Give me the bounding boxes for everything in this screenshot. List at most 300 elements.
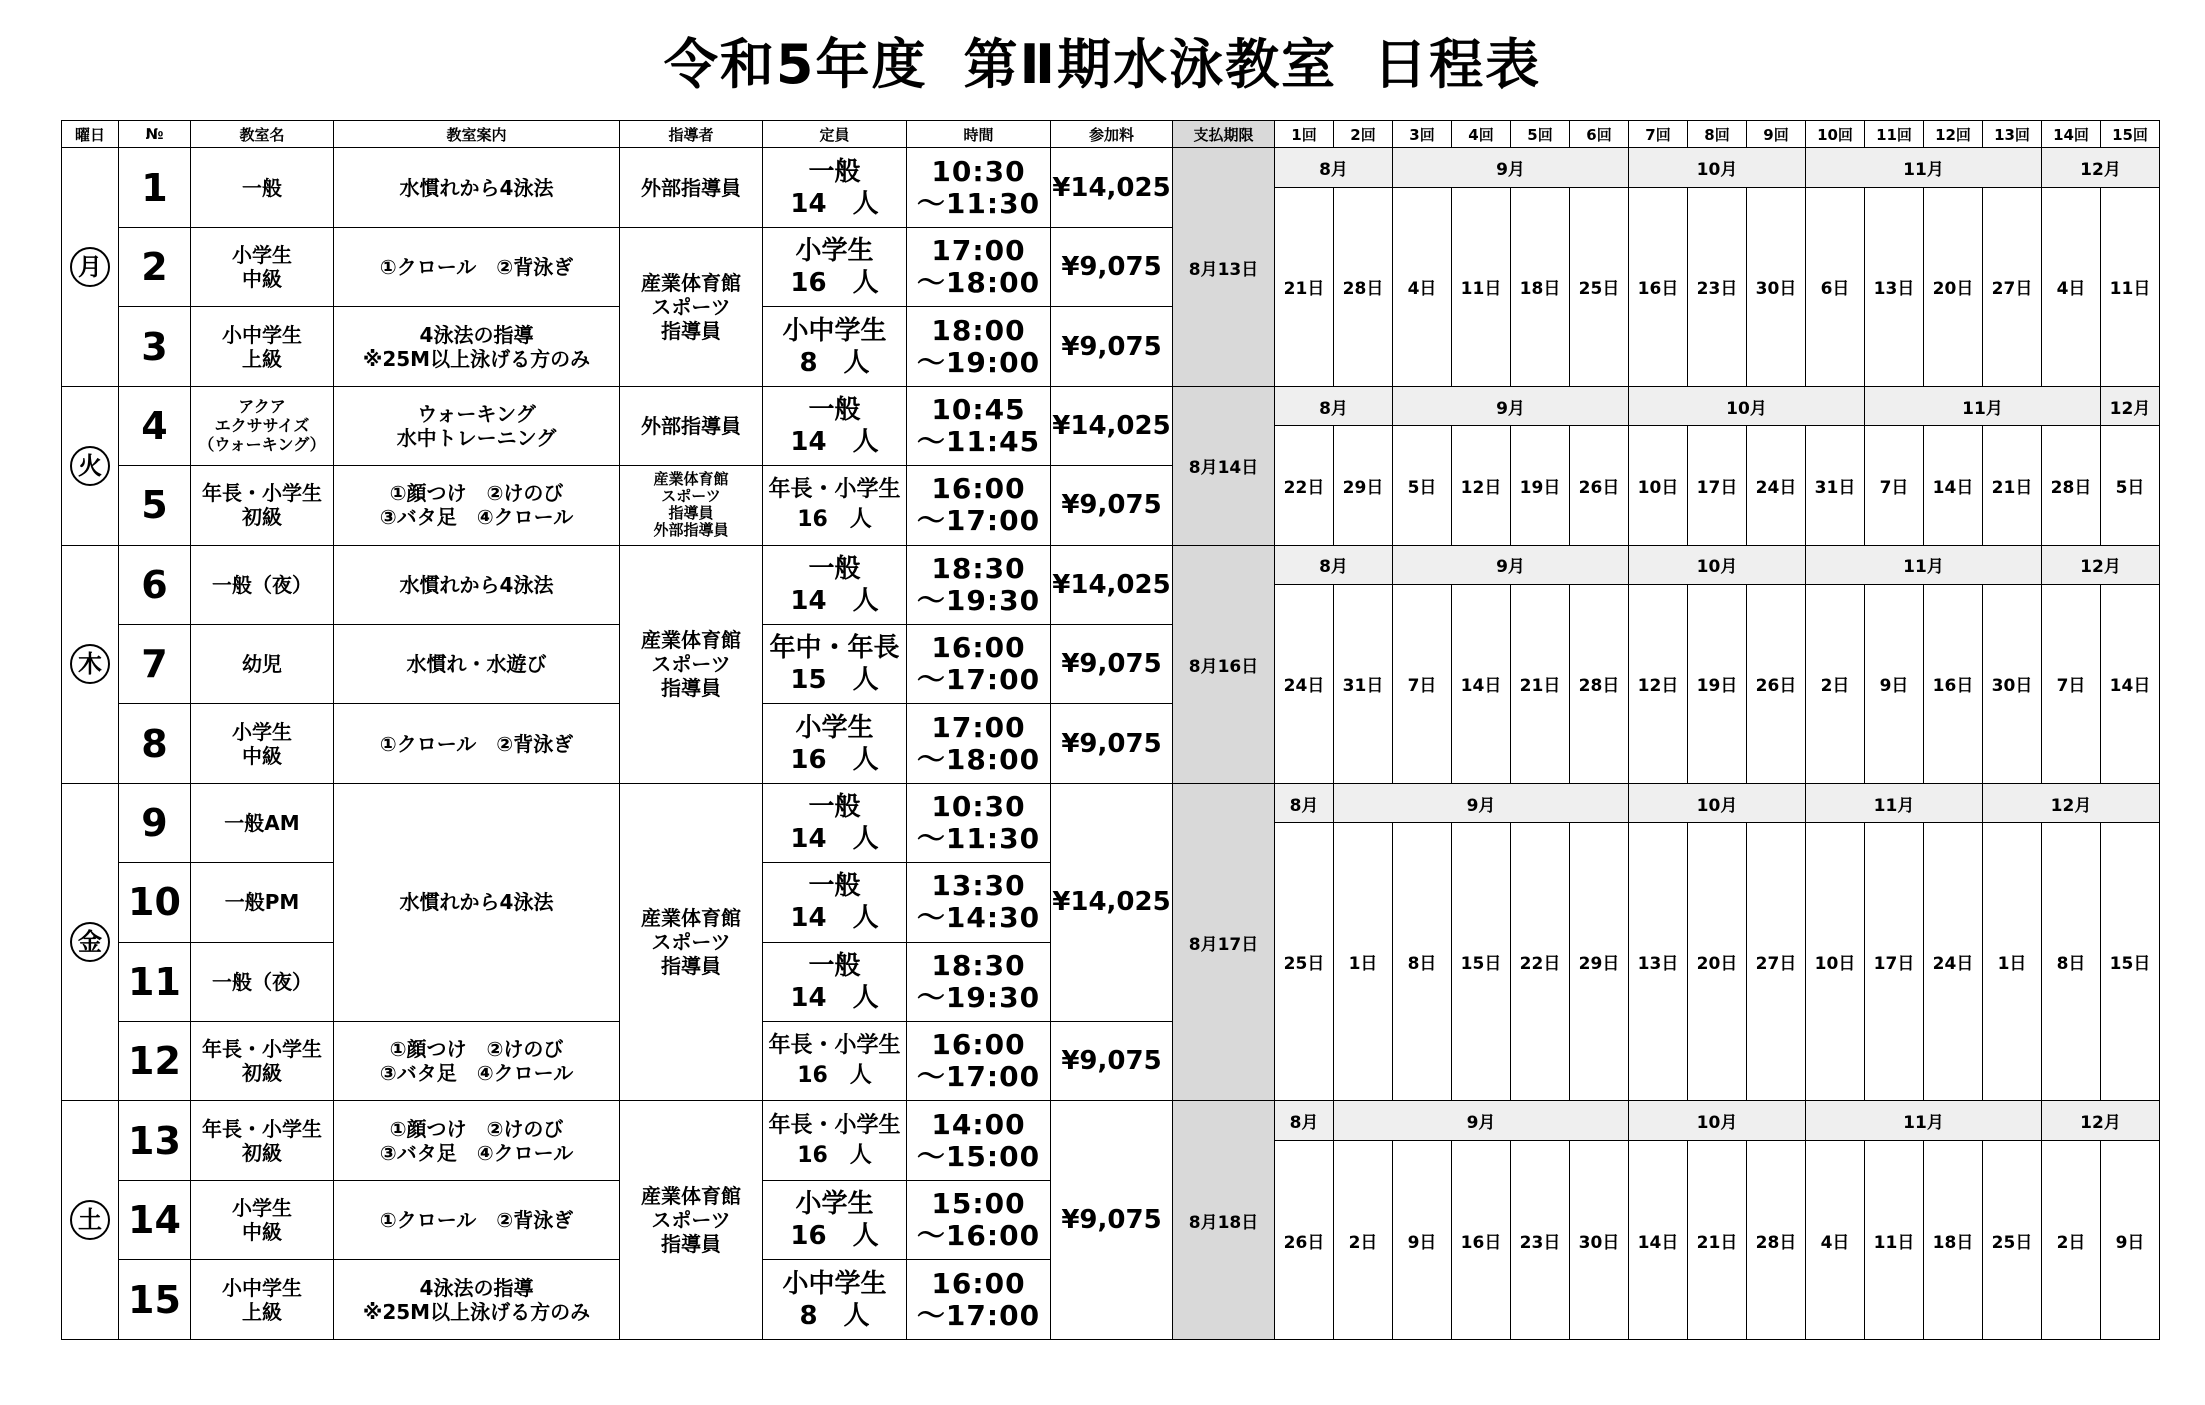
class-name: 一般（夜） (191, 545, 334, 624)
instructor-line: 産業体育館 (653, 470, 729, 489)
capacity-cell (763, 545, 907, 624)
instructor-line: スポーツ (651, 1208, 731, 1233)
day-label-mon: 月 (70, 247, 110, 287)
class-desc-line: ①顔つけ ②けのび (389, 1116, 564, 1141)
class-name-line: 上級 (242, 1299, 282, 1324)
capacity-cell (763, 307, 907, 386)
class-no: 14 (119, 1180, 191, 1259)
payment-deadline-thu: 8月16日 (1173, 545, 1275, 783)
instructor-cell (620, 466, 763, 545)
time-start: 14:00 (931, 1107, 1026, 1141)
session-date: 8日 (2042, 823, 2101, 1101)
class-desc: ①クロール ②背泳ぎ (334, 1180, 620, 1259)
time-start: 10:45 (931, 392, 1026, 426)
time-start: 16:00 (931, 472, 1026, 506)
session-date: 28日 (2042, 426, 2101, 545)
class-name-line: 小学生 (232, 243, 292, 268)
class-name (191, 466, 334, 545)
day-label-thu: 木 (70, 644, 110, 684)
time-end: ～18:00 (916, 742, 1041, 776)
capacity-cell (763, 1260, 907, 1340)
session-date: 6日 (1806, 188, 1865, 387)
session-date: 10日 (1806, 823, 1865, 1101)
class-name-line: 初級 (242, 505, 282, 530)
capacity-count: 8 人 (799, 1300, 870, 1331)
fee-cell: ¥9,075 (1051, 466, 1173, 545)
table-row (62, 386, 2160, 426)
session-date: 18日 (1511, 188, 1570, 387)
fee-cell: ¥14,025 (1051, 148, 1173, 227)
class-no: 2 (119, 227, 191, 306)
session-date: 2日 (1334, 1141, 1393, 1340)
session-date: 5日 (1393, 426, 1452, 545)
class-desc-line: 4泳法の指導 (419, 322, 534, 347)
class-name: 一般PM (191, 863, 334, 942)
session-date: 13日 (1865, 188, 1924, 387)
day-cell-thu (62, 545, 119, 783)
month-label: 10月 (1629, 1101, 1806, 1141)
capacity-count: 16 人 (797, 1063, 872, 1089)
header-instructor: 指導者 (620, 121, 763, 148)
session-date: 30日 (1983, 585, 2042, 784)
class-desc (334, 386, 620, 465)
session-date: 25日 (1570, 188, 1629, 387)
class-desc (334, 1101, 620, 1180)
month-label: 8月 (1275, 148, 1393, 188)
capacity-count: 14 人 (790, 188, 879, 219)
session-date: 13日 (1629, 823, 1688, 1101)
class-no: 4 (119, 386, 191, 465)
table-row (62, 545, 2160, 585)
payment-deadline-sat: 8月18日 (1173, 1101, 1275, 1340)
time-start: 16:00 (931, 631, 1026, 665)
class-name (191, 227, 334, 306)
instructor-line: 指導員 (661, 954, 721, 979)
session-date: 27日 (1983, 188, 2042, 387)
month-label: 12月 (2101, 386, 2160, 426)
session-date: 11日 (2101, 188, 2160, 387)
capacity-group: 一般 (808, 791, 861, 822)
instructor-line: 指導員 (668, 504, 714, 523)
time-end: ～11:30 (916, 186, 1041, 220)
header-session: 3回 (1393, 121, 1452, 148)
capacity-count: 16 人 (797, 1142, 872, 1168)
header-time: 時間 (907, 121, 1051, 148)
session-date: 19日 (1511, 426, 1570, 545)
class-no: 5 (119, 466, 191, 545)
instructor-cell (620, 227, 763, 386)
payment-deadline-tue: 8月14日 (1173, 386, 1275, 545)
day-label-tue: 火 (70, 446, 110, 486)
capacity-cell (763, 1180, 907, 1259)
session-date: 21日 (1511, 585, 1570, 784)
class-desc: 水慣れ・水遊び (334, 624, 620, 703)
class-desc-line: ③バタ足 ④クロール (379, 505, 574, 530)
header-session: 7回 (1629, 121, 1688, 148)
session-date: 19日 (1688, 585, 1747, 784)
session-date: 12日 (1629, 585, 1688, 784)
time-cell (907, 545, 1051, 624)
session-date: 7日 (1865, 426, 1924, 545)
class-name: 幼児 (191, 624, 334, 703)
fee-cell: ¥9,075 (1051, 704, 1173, 783)
time-start: 16:00 (931, 1028, 1026, 1062)
session-date: 22日 (1511, 823, 1570, 1101)
month-label: 8月 (1275, 1101, 1334, 1141)
time-start: 17:00 (931, 234, 1026, 268)
session-date: 4日 (2042, 188, 2101, 387)
session-date: 14日 (1452, 585, 1511, 784)
session-date: 29日 (1570, 823, 1629, 1101)
time-start: 18:30 (931, 948, 1026, 982)
class-no: 13 (119, 1101, 191, 1180)
class-name: 一般AM (191, 783, 334, 862)
month-label: 11月 (1806, 1101, 2042, 1141)
session-date: 29日 (1334, 426, 1393, 545)
time-end: ～18:00 (916, 266, 1041, 300)
instructor-line: スポーツ (651, 294, 731, 319)
capacity-cell (763, 863, 907, 942)
class-no: 10 (119, 863, 191, 942)
class-name: 一般 (191, 148, 334, 227)
class-name-line: 小学生 (232, 719, 292, 744)
session-date: 14日 (1924, 426, 1983, 545)
class-desc-line: 4泳法の指導 (419, 1275, 534, 1300)
page-title (0, 22, 2205, 99)
time-start: 15:00 (931, 1186, 1026, 1220)
instructor-line: 産業体育館 (641, 1184, 741, 1209)
capacity-group: 年長・小学生 (768, 477, 901, 503)
session-date: 26日 (1570, 426, 1629, 545)
header-session: 12回 (1924, 121, 1983, 148)
day-label-sat: 土 (70, 1200, 110, 1240)
time-cell (907, 704, 1051, 783)
session-date: 28日 (1334, 188, 1393, 387)
header-session: 1回 (1275, 121, 1334, 148)
class-name-line: 年長・小学生 (202, 1037, 322, 1062)
month-label: 10月 (1629, 783, 1806, 823)
month-label: 11月 (1806, 148, 2042, 188)
time-cell (907, 148, 1051, 227)
time-end: ～17:00 (916, 504, 1041, 538)
session-date: 23日 (1688, 188, 1747, 387)
capacity-count: 16 人 (797, 507, 872, 533)
time-end: ～11:45 (916, 424, 1041, 458)
session-date: 7日 (1393, 585, 1452, 784)
fee-cell: ¥9,075 (1051, 307, 1173, 386)
session-date: 17日 (1688, 426, 1747, 545)
table-row (62, 783, 2160, 823)
session-date: 8日 (1393, 823, 1452, 1101)
session-date: 14日 (1629, 1141, 1688, 1340)
class-desc-line: ウォーキング (417, 401, 536, 426)
header-session: 4回 (1452, 121, 1511, 148)
class-name-line: 中級 (242, 267, 282, 292)
time-start: 10:30 (931, 154, 1026, 188)
class-desc (334, 307, 620, 386)
time-start: 10:30 (931, 789, 1026, 823)
time-end: ～15:00 (916, 1139, 1041, 1173)
day-cell-sat (62, 1101, 119, 1340)
session-date: 30日 (1747, 188, 1806, 387)
class-no: 6 (119, 545, 191, 624)
fee-cell: ¥14,025 (1051, 545, 1173, 624)
class-desc: 水慣れから4泳法 (334, 783, 620, 1021)
header-desc: 教室案内 (334, 121, 620, 148)
fee-cell: ¥9,075 (1051, 1101, 1173, 1340)
payment-deadline-mon: 8月13日 (1173, 148, 1275, 386)
session-date: 4日 (1806, 1141, 1865, 1340)
month-label: 9月 (1334, 1101, 1629, 1141)
day-cell-fri (62, 783, 119, 1101)
instructor-cell (620, 1101, 763, 1340)
instructor-line: 産業体育館 (641, 628, 741, 653)
session-date: 5日 (2101, 426, 2160, 545)
class-desc-line: ①顔つけ ②けのび (389, 1037, 564, 1062)
capacity-cell (763, 704, 907, 783)
header-session: 5回 (1511, 121, 1570, 148)
header-payment: 支払期限 (1173, 121, 1275, 148)
class-name-line: 初級 (242, 1140, 282, 1165)
class-desc (334, 466, 620, 545)
session-date: 18日 (1924, 1141, 1983, 1340)
fee-cell: ¥14,025 (1051, 783, 1173, 1021)
time-cell (907, 227, 1051, 306)
class-name-line: 小中学生 (222, 1275, 302, 1300)
capacity-count: 16 人 (790, 1220, 879, 1251)
payment-deadline-fri: 8月17日 (1173, 783, 1275, 1101)
class-desc-line: ※25M以上泳げる方のみ (362, 346, 591, 371)
instructor-line: 産業体育館 (641, 270, 741, 295)
instructor-line: スポーツ (651, 652, 731, 677)
month-label: 8月 (1275, 545, 1393, 585)
session-date: 11日 (1452, 188, 1511, 387)
capacity-count: 16 人 (790, 268, 879, 299)
header-session: 6回 (1570, 121, 1629, 148)
class-no: 9 (119, 783, 191, 862)
capacity-group: 年長・小学生 (768, 1112, 901, 1138)
capacity-cell (763, 466, 907, 545)
class-desc-line: ③バタ足 ④クロール (379, 1061, 574, 1086)
session-date: 27日 (1747, 823, 1806, 1101)
month-label: 9月 (1334, 783, 1629, 823)
instructor-line: 産業体育館 (641, 906, 741, 931)
session-date: 7日 (2042, 585, 2101, 784)
session-date: 26日 (1747, 585, 1806, 784)
class-name: 一般（夜） (191, 942, 334, 1021)
instructor-cell: 外部指導員 (620, 148, 763, 227)
time-cell (907, 386, 1051, 465)
month-label: 11月 (1865, 386, 2101, 426)
capacity-cell (763, 1021, 907, 1100)
capacity-cell (763, 148, 907, 227)
header-name: 教室名 (191, 121, 334, 148)
class-name-line: 初級 (242, 1061, 282, 1086)
month-label: 8月 (1275, 386, 1393, 426)
instructor-cell (620, 783, 763, 1101)
capacity-group: 年長・小学生 (768, 1033, 901, 1059)
header-session: 14回 (2042, 121, 2101, 148)
class-desc-line: 水中トレーニング (396, 425, 557, 450)
session-date: 24日 (1924, 823, 1983, 1101)
time-end: ～11:30 (916, 821, 1041, 855)
header-session: 2回 (1334, 121, 1393, 148)
session-date: 11日 (1865, 1141, 1924, 1340)
schedule-table (61, 120, 2160, 1340)
time-end: ～19:30 (916, 980, 1041, 1014)
class-desc: ①クロール ②背泳ぎ (334, 704, 620, 783)
session-date: 9日 (1865, 585, 1924, 784)
class-name-line: 年長・小学生 (202, 481, 322, 506)
session-date: 25日 (1983, 1141, 2042, 1340)
month-label: 12月 (2042, 545, 2160, 585)
class-name (191, 1101, 334, 1180)
capacity-cell (763, 783, 907, 862)
header-row (62, 121, 2160, 148)
session-date: 24日 (1747, 426, 1806, 545)
session-date: 22日 (1275, 426, 1334, 545)
session-date: 25日 (1275, 823, 1334, 1101)
capacity-group: 年中・年長 (769, 633, 900, 664)
session-date: 24日 (1275, 585, 1334, 784)
capacity-group: 一般 (808, 950, 861, 981)
session-date: 28日 (1747, 1141, 1806, 1340)
time-end: ～19:00 (916, 345, 1041, 379)
header-session: 11回 (1865, 121, 1924, 148)
day-cell-tue (62, 386, 119, 545)
title-year: 令和5年度 (663, 33, 928, 96)
instructor-line: スポーツ (661, 487, 721, 506)
session-date: 20日 (1924, 188, 1983, 387)
session-date: 31日 (1334, 585, 1393, 784)
header-capacity: 定員 (763, 121, 907, 148)
class-name-line: 小学生 (232, 1195, 292, 1220)
class-name-line: 小中学生 (222, 322, 302, 347)
class-name (191, 386, 334, 465)
class-desc-line: ※25M以上泳げる方のみ (362, 1299, 591, 1324)
header-session: 9回 (1747, 121, 1806, 148)
session-date: 15日 (1452, 823, 1511, 1101)
fee-cell: ¥9,075 (1051, 1021, 1173, 1100)
session-date: 21日 (1983, 426, 2042, 545)
time-cell (907, 1101, 1051, 1180)
time-cell (907, 307, 1051, 386)
class-name-line: エクササイズ (214, 416, 310, 436)
time-start: 18:00 (931, 313, 1026, 347)
fee-cell: ¥9,075 (1051, 227, 1173, 306)
time-cell (907, 1260, 1051, 1340)
session-date: 1日 (1334, 823, 1393, 1101)
class-no: 3 (119, 307, 191, 386)
time-cell (907, 942, 1051, 1021)
class-no: 1 (119, 148, 191, 227)
class-no: 7 (119, 624, 191, 703)
instructor-cell (620, 545, 763, 783)
capacity-count: 16 人 (790, 744, 879, 775)
session-date: 2日 (1806, 585, 1865, 784)
capacity-count: 14 人 (790, 903, 879, 934)
class-name-line: 中級 (242, 743, 282, 768)
month-label: 12月 (2042, 148, 2160, 188)
class-desc-line: ①顔つけ ②けのび (389, 481, 564, 506)
instructor-line: 指導員 (661, 676, 721, 701)
session-date: 14日 (2101, 585, 2160, 784)
time-end: ～17:00 (916, 663, 1041, 697)
capacity-group: 一般 (808, 553, 861, 584)
class-desc: ①クロール ②背泳ぎ (334, 227, 620, 306)
time-end: ～19:30 (916, 583, 1041, 617)
class-desc: 水慣れから4泳法 (334, 148, 620, 227)
capacity-group: 小中学生 (782, 1268, 887, 1299)
session-date: 31日 (1806, 426, 1865, 545)
time-cell (907, 466, 1051, 545)
class-name (191, 307, 334, 386)
month-label: 11月 (1806, 545, 2042, 585)
session-date: 26日 (1275, 1141, 1334, 1340)
class-name (191, 1260, 334, 1340)
class-name-line: （ウォーキング） (198, 435, 326, 455)
time-end: ～17:00 (916, 1298, 1041, 1332)
header-session: 8回 (1688, 121, 1747, 148)
session-date: 16日 (1452, 1141, 1511, 1340)
time-cell (907, 1021, 1051, 1100)
month-label: 8月 (1275, 783, 1334, 823)
month-label: 9月 (1393, 148, 1629, 188)
session-date: 9日 (1393, 1141, 1452, 1340)
day-label-fri: 金 (70, 922, 110, 962)
instructor-line: スポーツ (651, 930, 731, 955)
session-date: 21日 (1688, 1141, 1747, 1340)
session-date: 23日 (1511, 1141, 1570, 1340)
instructor-line: 外部指導員 (653, 521, 729, 540)
time-start: 18:30 (931, 551, 1026, 585)
fee-cell: ¥9,075 (1051, 624, 1173, 703)
capacity-count: 14 人 (790, 823, 879, 854)
header-session: 10回 (1806, 121, 1865, 148)
session-date: 15日 (2101, 823, 2160, 1101)
header-day: 曜日 (62, 121, 119, 148)
header-fee: 参加料 (1051, 121, 1173, 148)
time-start: 13:30 (931, 869, 1026, 903)
class-desc: 水慣れから4泳法 (334, 545, 620, 624)
time-cell (907, 1180, 1051, 1259)
session-date: 2日 (2042, 1141, 2101, 1340)
session-date: 10日 (1629, 426, 1688, 545)
session-date: 12日 (1452, 426, 1511, 545)
month-label: 9月 (1393, 386, 1629, 426)
month-label: 10月 (1629, 148, 1806, 188)
class-name-line: アクア (238, 397, 286, 417)
time-start: 16:00 (931, 1266, 1026, 1300)
class-no: 11 (119, 942, 191, 1021)
capacity-count: 8 人 (799, 347, 870, 378)
time-end: ～14:30 (916, 901, 1041, 935)
capacity-count: 14 人 (790, 982, 879, 1013)
time-start: 17:00 (931, 710, 1026, 744)
day-cell-mon (62, 148, 119, 386)
header-session: 13回 (1983, 121, 2042, 148)
capacity-group: 一般 (808, 156, 861, 187)
session-date: 21日 (1275, 188, 1334, 387)
class-name (191, 1180, 334, 1259)
class-name-line: 中級 (242, 1219, 282, 1244)
instructor-line: 指導員 (661, 1232, 721, 1257)
capacity-group: 小学生 (795, 236, 874, 267)
capacity-cell (763, 386, 907, 465)
capacity-cell (763, 624, 907, 703)
table-row (62, 148, 2160, 188)
time-cell (907, 624, 1051, 703)
